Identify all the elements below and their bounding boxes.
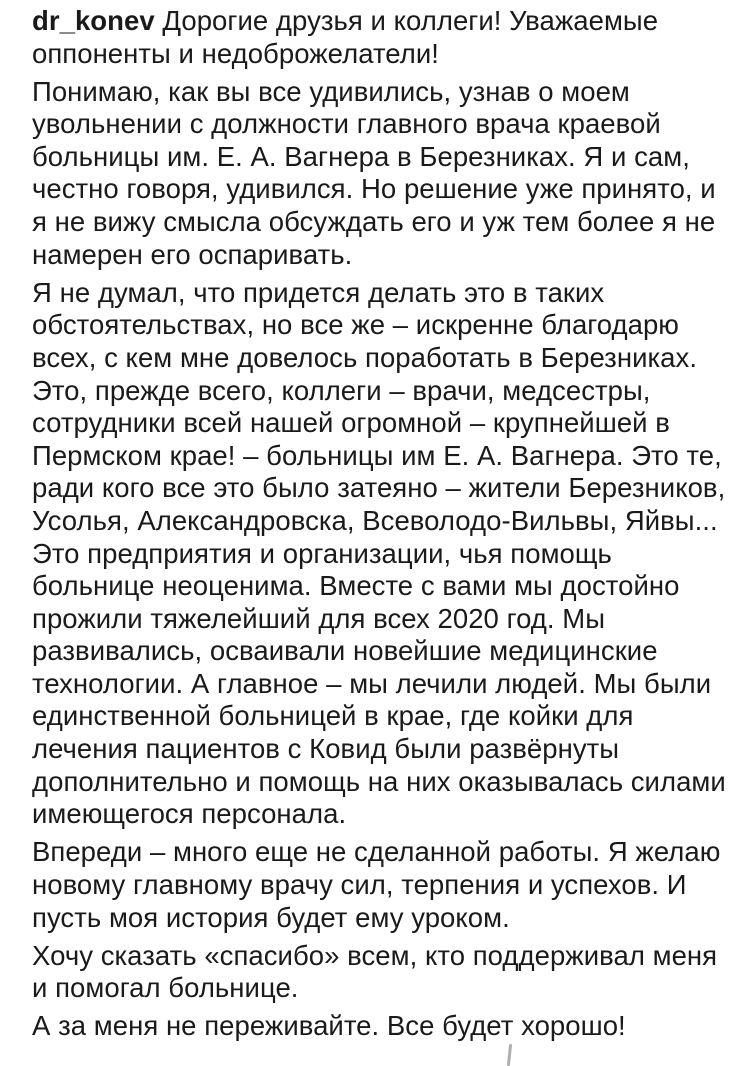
caption-paragraph-5: Хочу сказать «спасибо» всем, кто поддерживал меня и помогал больнице. <box>32 939 718 1004</box>
caption-paragraph-1-text: Дорогие друзья и коллеги! Уважаемые оппоненты и недоброжелатели! <box>32 5 659 69</box>
caption-paragraph-3: Я не думал, что придется делать это в таких обстоятельствах, но все же – искренне благодарю всех, с кем мне довелось поработать в Березниках. Это, прежде всего, коллеги – врачи, медсестры, сотрудники всей нашей огромной – крупнейшей в Пермском крае! – больницы им Е. А. Вагнера. Это те, ради кого все это было затеяно – жители Березников, Усолья, Александровска, Всеволодо-Вильвы, Яйвы... Это предприятия и организации, чья помощь больнице неоценима. Вместе с вами мы достойно прожили тяжелейший для всех 2020 год. Мы развивались, осваивали новейшие медицинские технологии. А главное – мы лечили людей. Мы были единственной больницей в крае, где койки для лечения пациентов с Ковид были развёрнуты дополнительно и помощь на них оказывалась силами имеющегося персонала. <box>32 276 726 830</box>
caption-paragraph-4: Впереди – много еще не сделанной работы. Я желаю новому главному врачу сил, терпения и успехов. И пусть моя история будет ему уроком. <box>32 836 721 933</box>
post-caption <box>32 5 738 1048</box>
caption-paragraph-6: А за меня не переживайте. Все будет хорошо! <box>32 1010 626 1042</box>
post-username-link[interactable]: dr_konev <box>32 5 155 36</box>
caption-paragraph-1 <box>32 5 738 70</box>
caption-paragraph-2: Понимаю, как вы все удивились, узнав о моем увольнении с должности главного врача краевой больницы им. Е. А. Вагнера в Березниках. Я и сам, честно говоря, удивился. Но решение уже принято, и я не вижу смысла обсуждать его и уж тем более я не намерен его оспаривать. <box>32 75 716 270</box>
